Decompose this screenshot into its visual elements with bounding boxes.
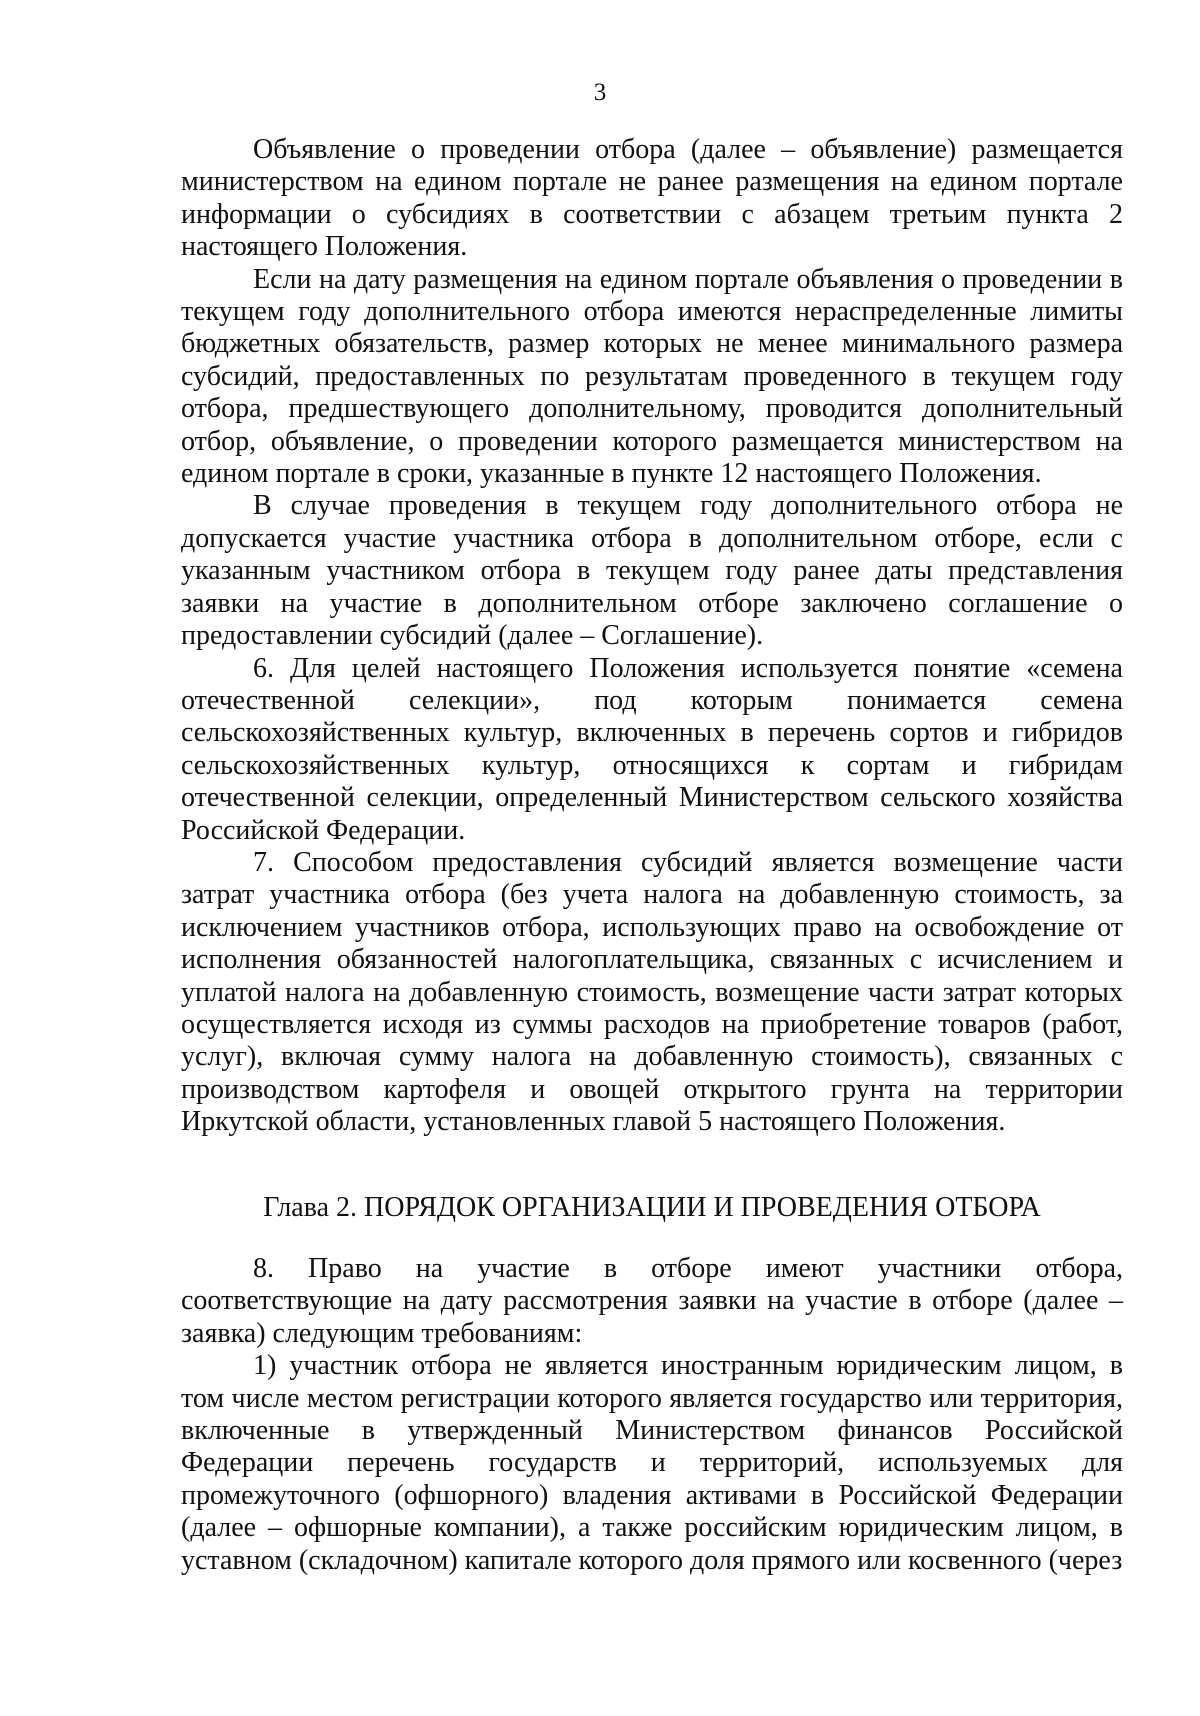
paragraph: Объявление о проведении отбора (далее – объявление) размещается министерством на едином портале не ранее размещения на едином портале информации о субсидиях в соответствии с абзацем третьим пункта 2 настоящего Положения.	[181, 134, 1123, 263]
paragraph: В случае проведения в текущем году дополнительного отбора не допускается участие участника отбора в дополнительном отборе, если с указанным участником отбора в текущем году ранее даты представления заявки на участие в дополнительном отборе заключено соглашение о предоставлении субсидий (далее – Соглашение).	[181, 490, 1123, 652]
paragraph: 1) участник отбора не является иностранным юридическим лицом, в том числе местом регистрации которого является государство или территория, включенные в утвержденный Министерством финансов Российской Федерации перечень государств и территорий, используемых для промежуточного (офшорного) владения активами в Российской Федерации (далее – офшорные компании), а также российским юридическим лицом, в уставном (складочном) капитале которого доля прямого или косвенного (через	[181, 1350, 1123, 1576]
chapter-heading: Глава 2. ПОРЯДОК ОРГАНИЗАЦИИ И ПРОВЕДЕНИЯ ОТБОРА	[263, 1192, 1041, 1223]
paragraph: 6. Для целей настоящего Положения используется понятие «семена отечественной селекции», под которым понимается семена сельскохозяйственных культур, включенных в перечень сортов и гибридов сельскохозяйственных культур, относящихся к сортам и гибридам отечественной селекции, определенный Министерством сельского хозяйства Российской Федерации.	[181, 652, 1123, 846]
paragraph: Если на дату размещения на едином портале объявления о проведении в текущем году дополнительного отбора имеются нераспределенные лимиты бюджетных обязательств, размер которых не менее минимального размера субсидий, предоставленных по результатам проведенного в текущем году отбора, предшествующего дополнительному, проводится дополнительный отбор, объявление, о проведении которого размещается министерством на едином портале в сроки, указанные в пункте 12 настоящего Положения.	[181, 263, 1123, 490]
paragraph: 7. Способом предоставления субсидий является возмещение части затрат участника отбора (без учета налога на добавленную стоимость, за исключением участников отбора, использующих право на освобождение от исполнения обязанностей налогоплательщика, связанных с исчислением и уплатой налога на добавленную стоимость, возмещение части затрат которых осуществляется исходя из суммы расходов на приобретение товаров (работ, услуг), включая сумму налога на добавленную стоимость), связанных с производством картофеля и овощей открытого грунта на территории Иркутской области, установленных главой 5 настоящего Положения.	[181, 846, 1123, 1138]
paragraph: 8. Право на участие в отборе имеют участники отбора, соответствующие на дату рассмотрения заявки на участие в отборе (далее – заявка) следующим требованиям:	[181, 1253, 1123, 1349]
text-block-after-heading	[181, 1253, 1123, 1577]
text-block-before-heading	[181, 134, 1123, 1139]
page-number: 3	[593, 79, 607, 106]
